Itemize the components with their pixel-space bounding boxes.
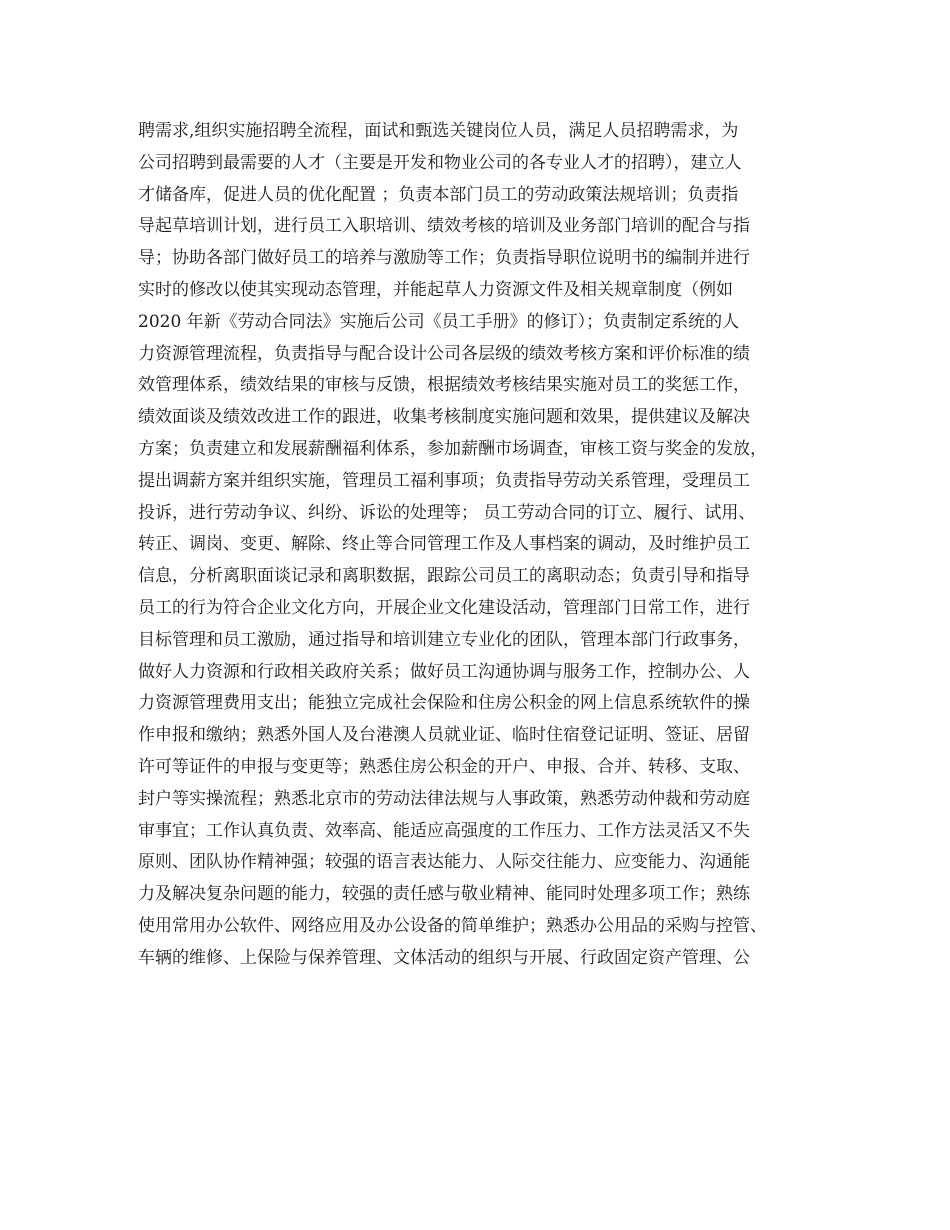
text-line: 力资源管理费用支出；能独立完成社会保险和住房公积金的网上信息系统软件的操 bbox=[138, 693, 750, 714]
text-line: 车辆的维修、上保险与保养管理、文体活动的组织与开展、行政固定资产管理、公 bbox=[138, 947, 750, 968]
text-line: 做好人力资源和行政相关政府关系；做好员工沟通协调与服务工作，控制办公、人 bbox=[138, 661, 750, 682]
text-line: 才储备库，促进人员的优化配置 ；负责本部门员工的劳动政策法规培训；负责指 bbox=[138, 184, 739, 205]
text-line: 审事宜；工作认真负责、效率高、能适应高强度的工作压力、工作方法灵活又不失 bbox=[138, 820, 750, 841]
text-line: 导起草培训计划，进行员工入职培训、绩效考核的培训及业务部门培训的配合与指 bbox=[138, 216, 750, 237]
text-line: 导；协助各部门做好员工的培养与激励等工作；负责指导职位说明书的编制并进行 bbox=[138, 248, 750, 269]
text-line: 使用常用办公软件、网络应用及办公设备的简单维护；熟悉办公用品的采购与控管、 bbox=[138, 915, 767, 936]
text-line: 2020 年新《劳动合同法》实施后公司《员工手册》的修订）；负责制定系统的人 bbox=[138, 311, 740, 332]
text-line: 力资源管理流程，负责指导与配合设计公司各层级的绩效考核方案和评价标准的绩 bbox=[138, 343, 750, 364]
text-line: 提出调薪方案并组织实施，管理员工福利事项；负责指导劳动关系管理，受理员工 bbox=[138, 470, 750, 491]
text-line: 许可等证件的申报与变更等；熟悉住房公积金的开户、申报、合并、转移、支取、 bbox=[138, 756, 750, 777]
text-line: 作申报和缴纳；熟悉外国人及台港澳人员就业证、临时住宿登记证明、签证、居留 bbox=[138, 725, 750, 746]
body-text bbox=[138, 116, 828, 975]
text-line: 原则、团队协作精神强；较强的语言表达能力、人际交往能力、应变能力、沟通能 bbox=[138, 852, 750, 873]
text-line: 员工的行为符合企业文化方向，开展企业文化建设活动，管理部门日常工作，进行 bbox=[138, 597, 750, 618]
text-line: 转正、调岗、变更、解除、终止等合同管理工作及人事档案的调动，及时维护员工 bbox=[138, 534, 750, 555]
text-line: 封户等实操流程；熟悉北京市的劳动法律法规与人事政策，熟悉劳动仲裁和劳动庭 bbox=[138, 788, 750, 809]
text-line: 聘需求,组织实施招聘全流程，面试和甄选关键岗位人员，满足人员招聘需求，为 bbox=[138, 121, 739, 141]
text-line: 效管理体系，绩效结果的审核与反馈，根据绩效考核结果实施对员工的奖惩工作， bbox=[138, 375, 750, 396]
text-line: 实时的修改以使其实现动态管理，并能起草人力资源文件及相关规章制度（例如 bbox=[138, 279, 733, 300]
text-line: 投诉，进行劳动争议、纠纷、诉讼的处理等； 员工劳动合同的订立、履行、试用、 bbox=[138, 502, 756, 523]
text-line: 信息，分析离职面谈记录和离职数据，跟踪公司员工的离职动态；负责引导和指导 bbox=[138, 566, 750, 587]
text-line: 目标管理和员工激励，通过指导和培训建立专业化的团队，管理本部门行政事务， bbox=[138, 629, 750, 650]
text-line: 力及解决复杂问题的能力，较强的责任感与敬业精神、能同时处理多项工作；熟练 bbox=[138, 884, 750, 905]
text-line: 方案；负责建立和发展薪酬福利体系，参加薪酬市场调查，审核工资与奖金的发放， bbox=[138, 438, 767, 459]
text-line: 公司招聘到最需要的人才（主要是开发和物业公司的各专业人才的招聘），建立人 bbox=[138, 152, 742, 173]
text-line: 绩效面谈及绩效改进工作的跟进，收集考核制度实施问题和效果，提供建议及解决 bbox=[138, 407, 750, 428]
